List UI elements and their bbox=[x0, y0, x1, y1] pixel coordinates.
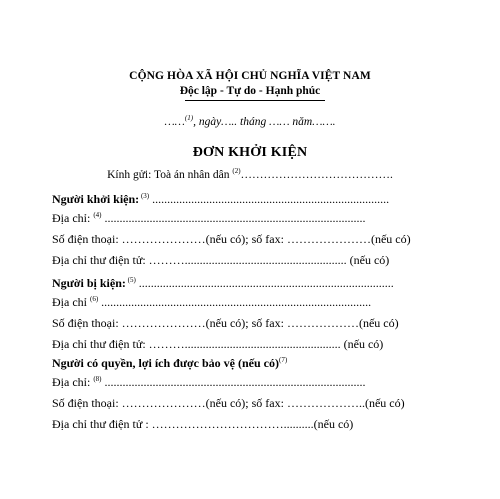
footnote-8: (8) bbox=[93, 375, 102, 383]
footnote-4: (4) bbox=[93, 211, 102, 219]
plaintiff-address-blank: ....................................................................................... bbox=[101, 211, 366, 225]
footnote-1: (1) bbox=[184, 114, 194, 123]
place-date-line bbox=[0, 116, 500, 128]
protected-address-line bbox=[52, 375, 366, 390]
plaintiff-phone-line: Số điện thoại: …………………(nếu có); số fax: …………………(nếu có) bbox=[52, 232, 411, 246]
protected-phone-line: Số điện thoại: …………………(nếu có); số fax: ………………..(nếu có) bbox=[52, 396, 405, 410]
recipient-text: Kính gửi: Toà án nhân dân bbox=[107, 169, 233, 181]
place-date-prefix: …… bbox=[164, 116, 185, 128]
footnote-3: (3) bbox=[139, 192, 150, 200]
footnote-7: (7) bbox=[279, 356, 288, 364]
footnote-5: (5) bbox=[125, 276, 136, 284]
defendant-email-line: Địa chỉ thư điện tử: ……….................................................... (nếu có) bbox=[52, 337, 384, 351]
defendant-heading: Người bị kiện: bbox=[52, 276, 126, 290]
footnote-6: (6) bbox=[90, 295, 99, 303]
recipient-blank: …………………………………. bbox=[240, 169, 393, 181]
recipient-line bbox=[0, 169, 500, 181]
defendant-name-blank: ..................................................................................... bbox=[135, 276, 394, 290]
defendant-address-label: Địa chỉ bbox=[52, 295, 90, 309]
defendant-address-blank: .......................................................................................... bbox=[98, 295, 372, 309]
protected-address-label: Địa chỉ: bbox=[52, 375, 94, 389]
plaintiff-address-line bbox=[52, 211, 366, 226]
protected-address-blank: ....................................................................................... bbox=[101, 375, 366, 389]
national-title: CỘNG HÒA XÃ HỘI CHỦ NGHĨA VIỆT NAM bbox=[129, 70, 371, 82]
plaintiff-email-line: Địa chỉ thư điện tử: ………...................................................... (nếu có) bbox=[52, 253, 390, 267]
protected-heading: Người có quyền, lợi ích được bảo vệ (nếu có) bbox=[52, 356, 280, 370]
protected-heading-line bbox=[52, 356, 287, 371]
place-date-text: , ngày….. tháng …… năm……. bbox=[193, 116, 336, 128]
plaintiff-heading: Người khởi kiện: bbox=[52, 192, 140, 206]
defendant-address-line bbox=[52, 295, 371, 310]
footnote-2: (2) bbox=[232, 167, 241, 176]
plaintiff-name-blank: ............................................................................... bbox=[149, 192, 390, 206]
defendant-heading-line bbox=[52, 276, 394, 291]
plaintiff-heading-line bbox=[52, 192, 389, 207]
defendant-phone-line: Số điện thoại: …………………(nếu có); số fax: ………………(nếu có) bbox=[52, 316, 399, 330]
motto-underline bbox=[185, 100, 325, 101]
motto: Độc lập - Tự do - Hạnh phúc bbox=[179, 85, 321, 97]
plaintiff-address-label: Địa chỉ: bbox=[52, 211, 94, 225]
document-title: ĐƠN KHỞI KIỆN bbox=[192, 145, 308, 160]
protected-email-line: Địa chỉ thư điện tử : ……………………………..........(nếu có) bbox=[52, 417, 354, 431]
